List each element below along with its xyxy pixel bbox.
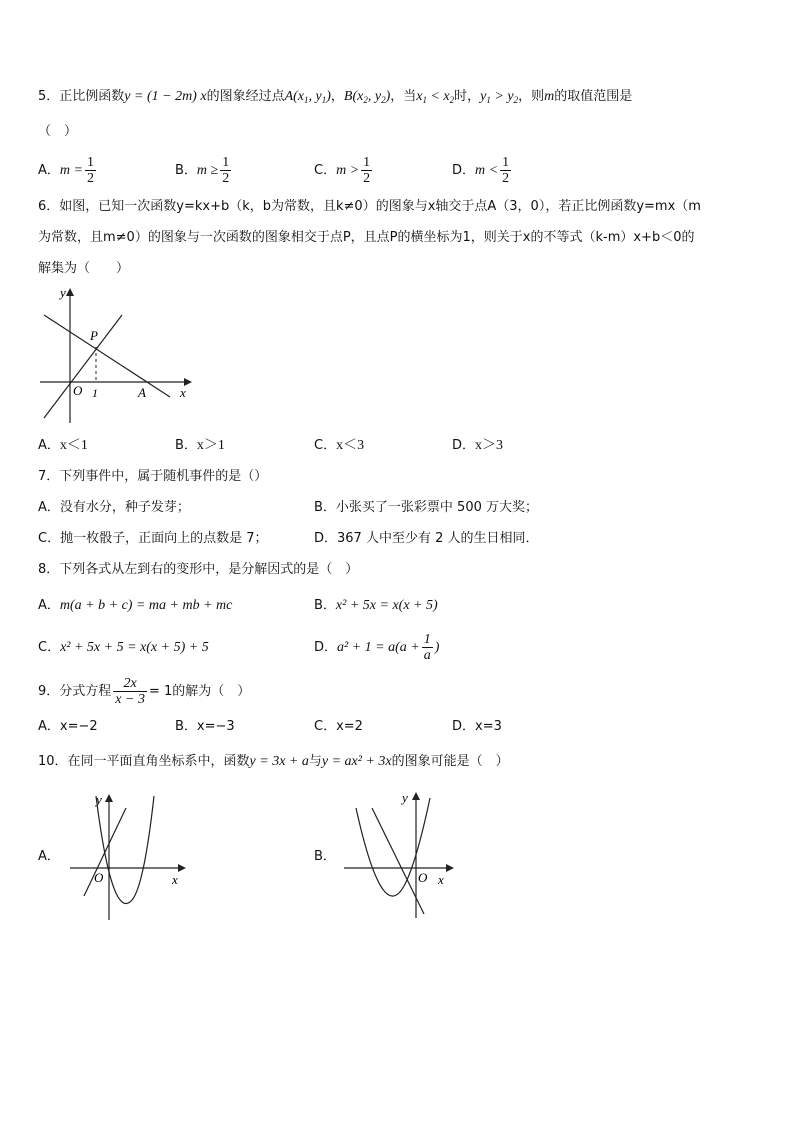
q5-option-c: C．m > $\frac{1}{2}$ xyxy=(314,155,371,186)
q6-graph-a-label: A xyxy=(138,385,146,400)
q5-stem-f: 的取值范围是 xyxy=(554,89,633,104)
q6-stem-line3: 解集为（ ） xyxy=(38,261,130,276)
q6-option-a: A．x＜1 xyxy=(38,438,88,453)
q10a-y-label: y xyxy=(96,792,102,807)
q5-stem-c: ，当 xyxy=(390,89,417,104)
q5-option-a: A．m = $\frac{1}{2}$ xyxy=(38,155,94,186)
q7-option-b: B．小张买了一张彩票中 500 万大奖； xyxy=(314,500,538,515)
q9-option-d: D．x=3 xyxy=(452,719,502,734)
q6-graph-p-label: P xyxy=(90,328,98,343)
q6-graph-y-label: y xyxy=(60,285,66,300)
q8-option-a: A．m(a + b + c) = ma + mb + mc xyxy=(38,598,233,613)
q7-option-d: D．367 人中至少有 2 人的生日相同． xyxy=(314,531,539,546)
q5-formula: y = (1 − 2m) x xyxy=(124,89,207,104)
q5-var-m: m xyxy=(544,89,555,104)
q7-option-c: C．抛一枚骰子，正面向上的点数是 7； xyxy=(38,531,268,546)
q8-option-d: D．a² + 1 = a(a + $\frac{1}{a}$ ) xyxy=(314,632,440,663)
q9-option-c: C．x=2 xyxy=(314,719,363,734)
q5-cond2: $y_1 > y_2$ xyxy=(480,89,519,105)
q5-number: 5． xyxy=(38,89,60,104)
q10-option-b-label: B． xyxy=(314,849,336,864)
q6-option-b: B．x＞1 xyxy=(175,438,225,453)
q10a-o-label: O xyxy=(94,870,104,885)
q5-point-a: $A(x_1$, $y_1$) xyxy=(284,89,331,105)
q7-stem: 7．下列事件中，属于随机事件的是（） xyxy=(38,469,268,484)
q5-cond1: $x_1 < x_2$ xyxy=(416,89,455,105)
q6-stem-line1: 6．如图，已知一次函数y=kx+b（k，b为常数，且k≠0）的图象与x轴交于点A（3，0），若正比例函数y=mx（m xyxy=(38,199,701,214)
q10-graph-a xyxy=(62,788,192,923)
q10-option-a-label: A． xyxy=(38,849,60,864)
q6-stem-line2: 为常数，且m≠0）的图象与一次函数的图象相交于点P，且点P的横坐标为1，则关于x的不等式（k-m）x+b＜0的 xyxy=(38,230,695,245)
q5-stem-a: 正比例函数 xyxy=(59,89,125,104)
q10b-x-label: x xyxy=(438,872,444,887)
q5-stem-d: 时， xyxy=(454,89,481,104)
q5-point-b: $B(x_2$, $y_2$) xyxy=(343,89,391,105)
q10b-y-label: y xyxy=(402,790,408,805)
q10-graph-b xyxy=(338,786,468,921)
q6-graph-o-label: O xyxy=(73,383,83,398)
q9-option-a: A．x=−2 xyxy=(38,719,98,734)
q6-option-d: D．x＞3 xyxy=(452,438,504,453)
q5-option-d: D．m < $\frac{1}{2}$ xyxy=(452,155,510,186)
q6-graph-one-label: 1 xyxy=(92,386,98,400)
q5-stem: 5．正比例函数y = (1 − 2m) x的图象经过点$A(x_1$, $y_1$)，$B(x_2$, $y_2$)，当$x_1 < x_2$时，$y_1 > y_2$，则m的取值范围是 xyxy=(38,89,633,105)
q6-graph xyxy=(30,285,200,425)
q10b-o-label: O xyxy=(418,870,428,885)
q9-stem: 9．分式方程 $\frac{2x}{x - 3}$ = 1的解为（ ） xyxy=(38,676,251,707)
q8-option-b: B．x² + 5x = x(x + 5) xyxy=(314,598,438,613)
q5-option-b: B．m ≥ $\frac{1}{2}$ xyxy=(175,155,230,186)
q10a-x-label: x xyxy=(172,872,178,887)
q7-option-a: A．没有水分，种子发芽； xyxy=(38,500,190,515)
q5-stem-b: 的图象经过点 xyxy=(206,89,285,104)
q8-option-c: C．x² + 5x + 5 = x(x + 5) + 5 xyxy=(38,640,209,655)
q9-option-b: B．x=−3 xyxy=(175,719,235,734)
q8-stem: 8．下列各式从左到右的变形中，是分解因式的是（ ） xyxy=(38,562,359,577)
q5-stem-e: ，则 xyxy=(518,89,545,104)
q6-graph-x-label: x xyxy=(180,385,186,400)
q5-bracket: （ ） xyxy=(38,124,78,139)
q6-option-c: C．x＜3 xyxy=(314,438,365,453)
q10-stem: 10．在同一平面直角坐标系中，函数y = 3x + a与y = ax² + 3x的图象可能是（ ） xyxy=(38,754,509,769)
